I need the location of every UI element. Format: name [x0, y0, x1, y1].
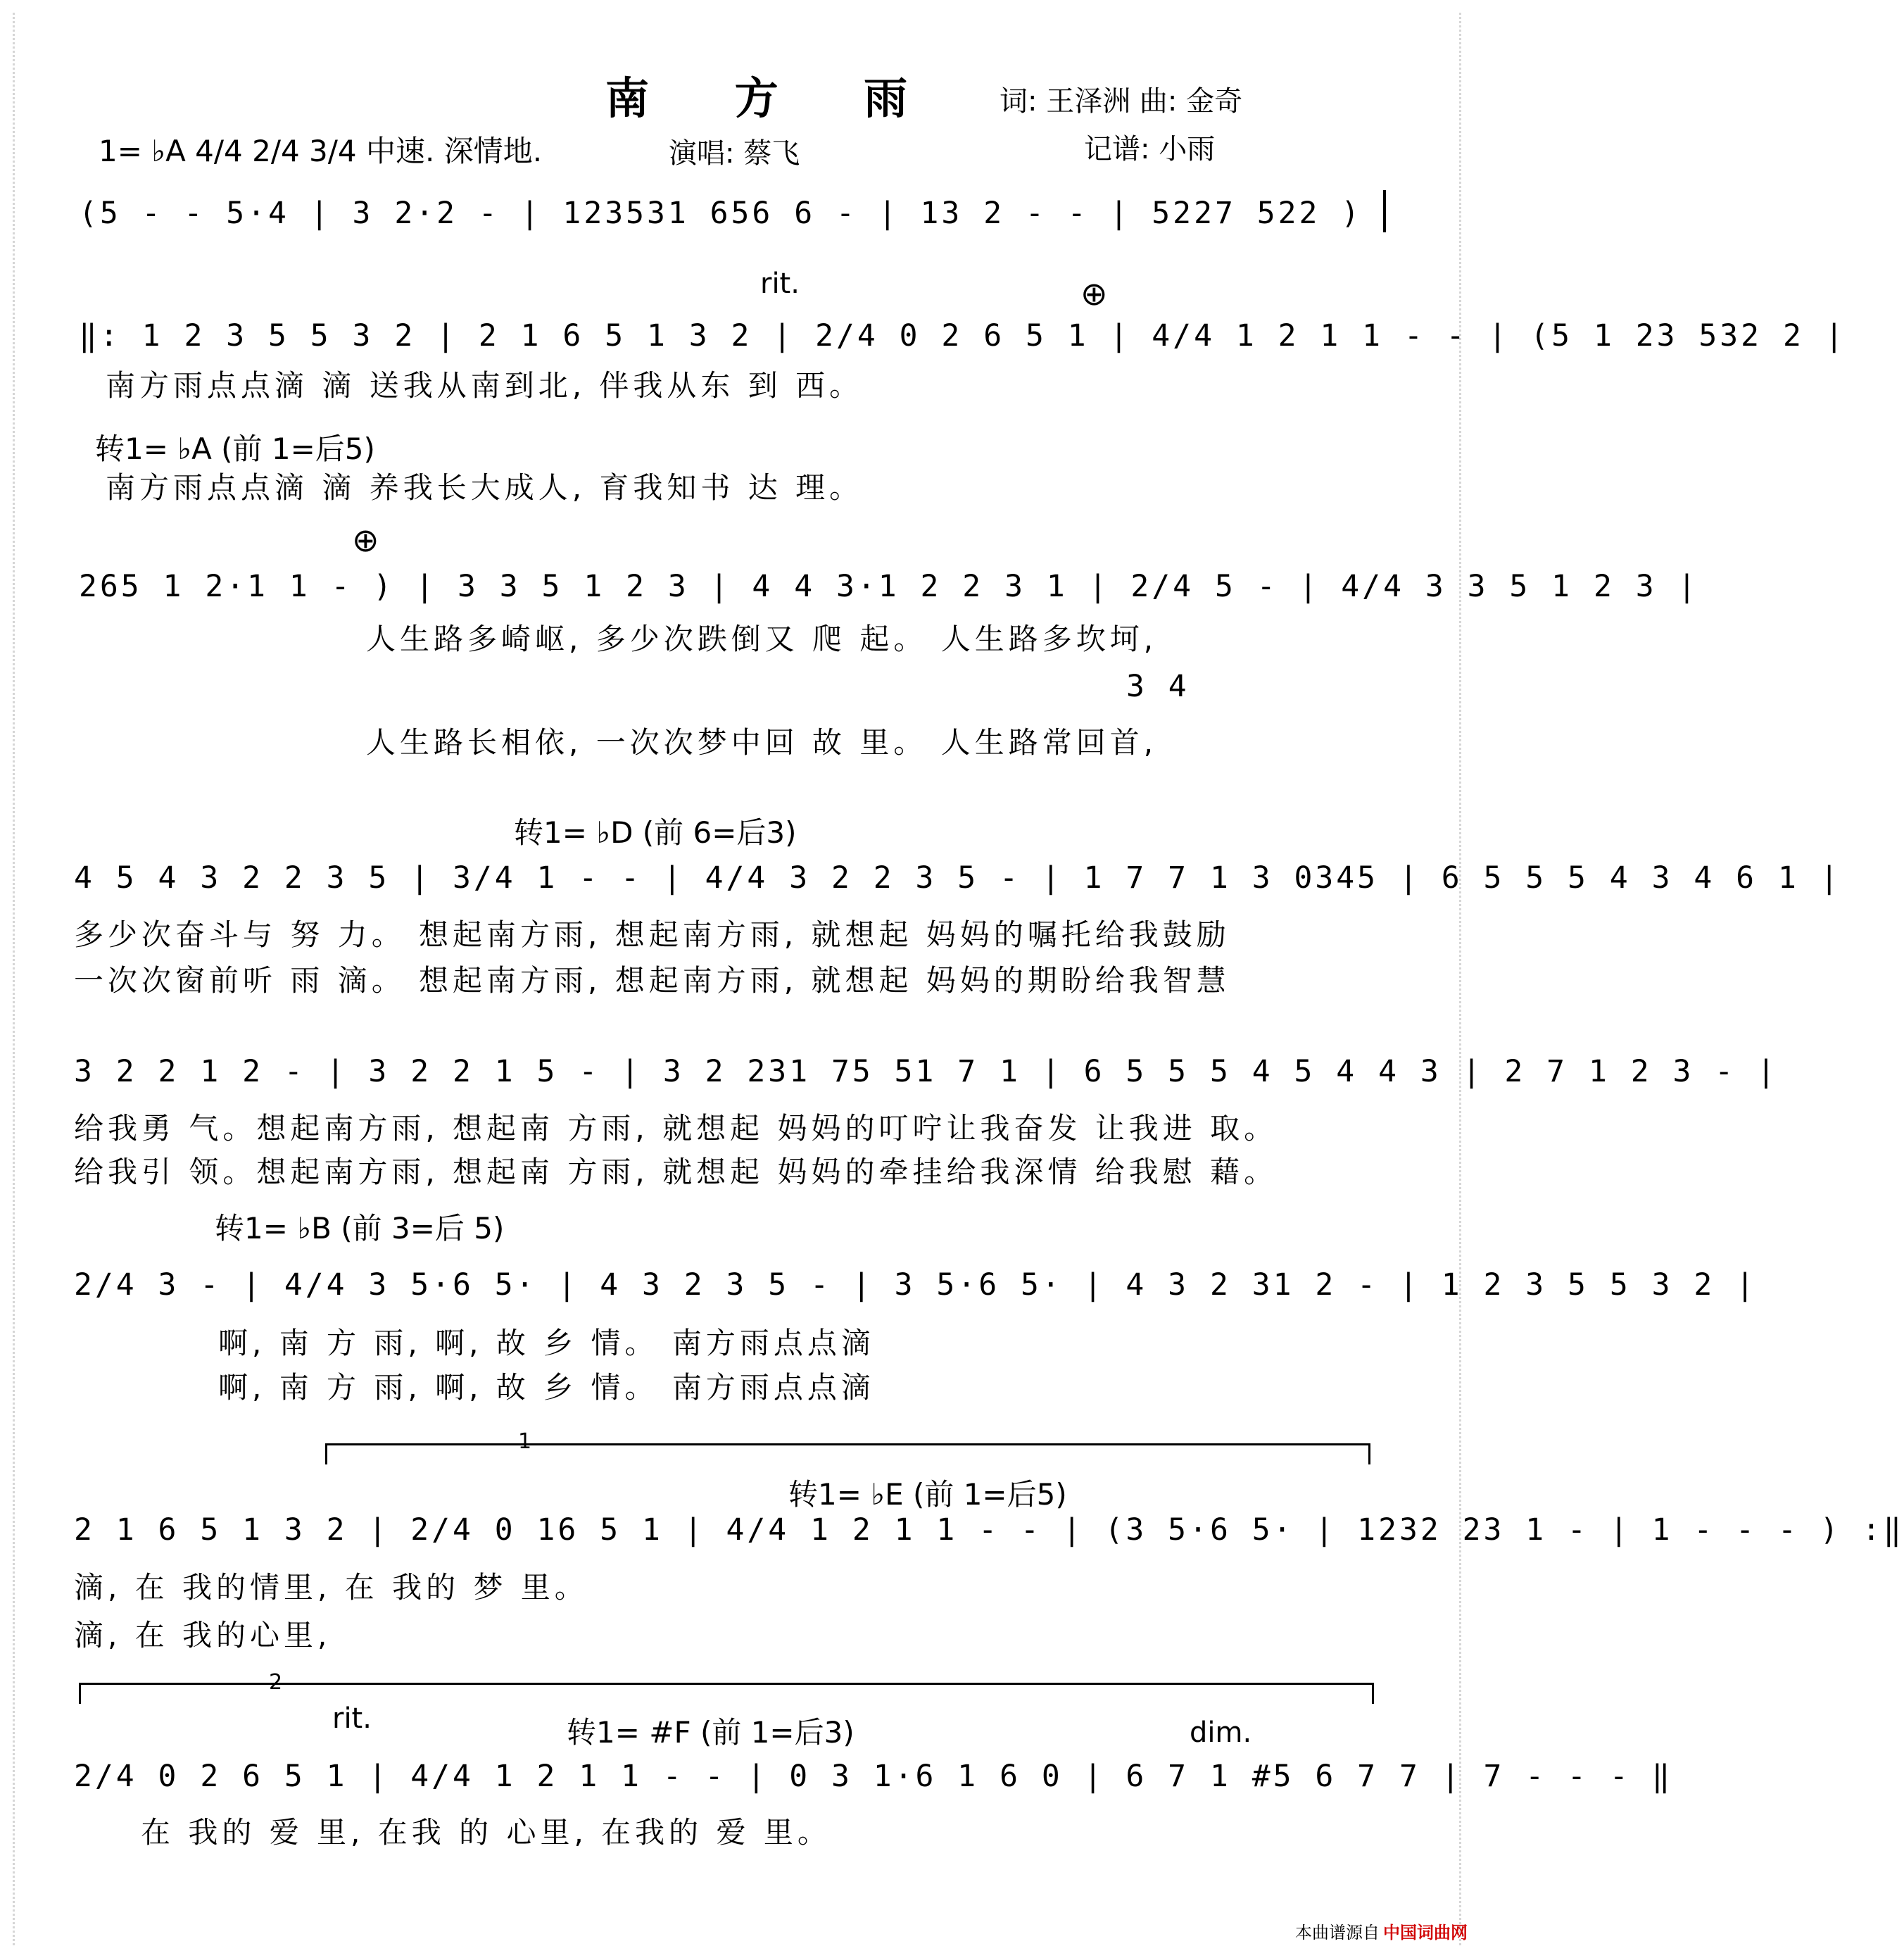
ending-1-notes: 2 1 6 5 1 3 2 | 2/4 0 16 5 1 | 4/4 1 2 1 1 - - | (3 5·6 5· | 1232 23 1 - | 1 - - - ) :‖ [74, 1512, 1904, 1548]
modulation-1: 转1= ♭A (前 1=后5) [95, 432, 375, 466]
footer-site[interactable]: 中国词曲网 [1383, 1923, 1468, 1943]
ending-1-lyric-a: 滴, 在 我的情里, 在 我的 梦 里。 [74, 1570, 588, 1605]
bridge-lyric-b: 啊, 南 方 雨, 啊, 故 乡 情。 南方雨点点滴 [218, 1370, 875, 1405]
modulation-5: 转1= ♭B (前 3=后 5) [215, 1211, 505, 1245]
chorus-lyric-1b: 一次次窗前听 雨 滴。 想起南方雨, 想起南方雨, 就想起 妈妈的期盼给我智慧 [74, 963, 1230, 998]
song-title: 南 方 雨 [605, 73, 943, 124]
transcriber: 记谱: 小雨 [1084, 133, 1216, 165]
modulation-3: 转1= ♭D (前 6=后3) [514, 815, 797, 850]
chorus-notes-2: 3 2 2 1 2 - | 3 2 2 1 5 - | 3 2 231 75 51 7 1 | 6 5 5 5 4 5 4 4 3 | 2 7 1 2 3 - | [74, 1054, 1778, 1089]
volta-1-number: 1 [518, 1429, 532, 1454]
credits: 词: 王泽洲 曲: 金奇 [1000, 85, 1243, 118]
bridge-lyric-a: 啊, 南 方 雨, 啊, 故 乡 情。 南方雨点点滴 [218, 1326, 875, 1360]
verse-lyric-2b: 人生路长相依, 一次次梦中回 故 里。 人生路常回首, [366, 725, 1158, 760]
dim-mark: dim. [1190, 1717, 1252, 1749]
singer: 演唱: 蔡飞 [669, 137, 800, 170]
verse-notes-2: 265 1 2·1 1 - ) | 3 3 5 1 2 3 | 4 4 3·1 2 2 3 1 | 2/4 5 - | 4/4 3 3 5 1 2 3 | [79, 569, 1699, 604]
alt-notes: 3 4 [1126, 669, 1190, 704]
chorus-notes-1: 4 5 4 3 2 2 3 5 | 3/4 1 - - | 4/4 3 2 2 3 5 - | 1 7 7 1 3 0345 | 6 5 5 5 4 3 4 6 1 | [74, 860, 1841, 896]
coda-sign-1: ⊕ [1080, 275, 1108, 313]
volta-2-number: 2 [269, 1670, 283, 1695]
verse-lyric-1b: 南方雨点点滴 滴 养我长大成人, 育我知书 达 理。 [106, 470, 864, 505]
ending-1-lyric-b: 滴, 在 我的心里, [74, 1618, 332, 1652]
modulation-7: 转1= #F (前 1=后3) [567, 1715, 855, 1750]
ending-2-lyric: 在 我的 爱 里, 在我 的 心里, 在我的 爱 里。 [141, 1815, 831, 1850]
volta-1-hook-right [1368, 1443, 1370, 1464]
rit-mark-2: rit. [332, 1702, 372, 1735]
volta-1-line [325, 1443, 1370, 1445]
chorus-lyric-2a: 给我勇 气。想起南方雨, 想起南 方雨, 就想起 妈妈的叮咛让我奋发 让我进 取。 [74, 1111, 1278, 1146]
rit-mark: rit. [760, 268, 800, 300]
verse-notes-1: ‖: 1 2 3 5 5 3 2 | 2 1 6 5 1 3 2 | 2/4 0 2 6 5 1 | 4/4 1 2 1 1 - - | (5 1 23 532 2 | [79, 318, 1846, 353]
chorus-lyric-1a: 多少次奋斗与 努 力。 想起南方雨, 想起南方雨, 就想起 妈妈的嘱托给我鼓励 [74, 917, 1230, 952]
verse-lyric-1a: 南方雨点点滴 滴 送我从南到北, 伴我从东 到 西。 [106, 368, 864, 403]
intro-notes: (5 - - 5·4 | 3 2·2 - | 123531 656 6 - | 13 2 - - | 5227 522 ) [79, 196, 1363, 231]
verse-lyric-2a: 人生路多崎岖, 多少次跌倒又 爬 起。 人生路多坎坷, [366, 622, 1158, 656]
volta-2-hook-left [79, 1683, 81, 1704]
coda-sign-2: ⊕ [352, 521, 379, 559]
modulation-6: 转1= ♭E (前 1=后5) [788, 1477, 1067, 1512]
volta-2-hook-right [1372, 1683, 1374, 1704]
volta-1-hook-left [325, 1443, 327, 1464]
bridge-notes: 2/4 3 - | 4/4 3 5·6 5· | 4 3 2 3 5 - | 3 5·6 5· | 4 3 2 31 2 - | 1 2 3 5 5 3 2 | [74, 1267, 1758, 1303]
ending-2-notes: 2/4 0 2 6 5 1 | 4/4 1 2 1 1 - - | 0 3 1·6 1 6 0 | 6 7 1 #5 6 7 7 | 7 - - - ‖ [74, 1759, 1673, 1794]
key-tempo: 1= ♭A 4/4 2/4 3/4 中速. 深情地. [99, 134, 543, 168]
footer-source: 本曲谱源自 [1295, 1923, 1380, 1943]
barline [1383, 190, 1386, 232]
chorus-lyric-2b: 给我引 领。想起南方雨, 想起南 方雨, 就想起 妈妈的牵挂给我深情 给我慰 藉。 [74, 1155, 1278, 1189]
